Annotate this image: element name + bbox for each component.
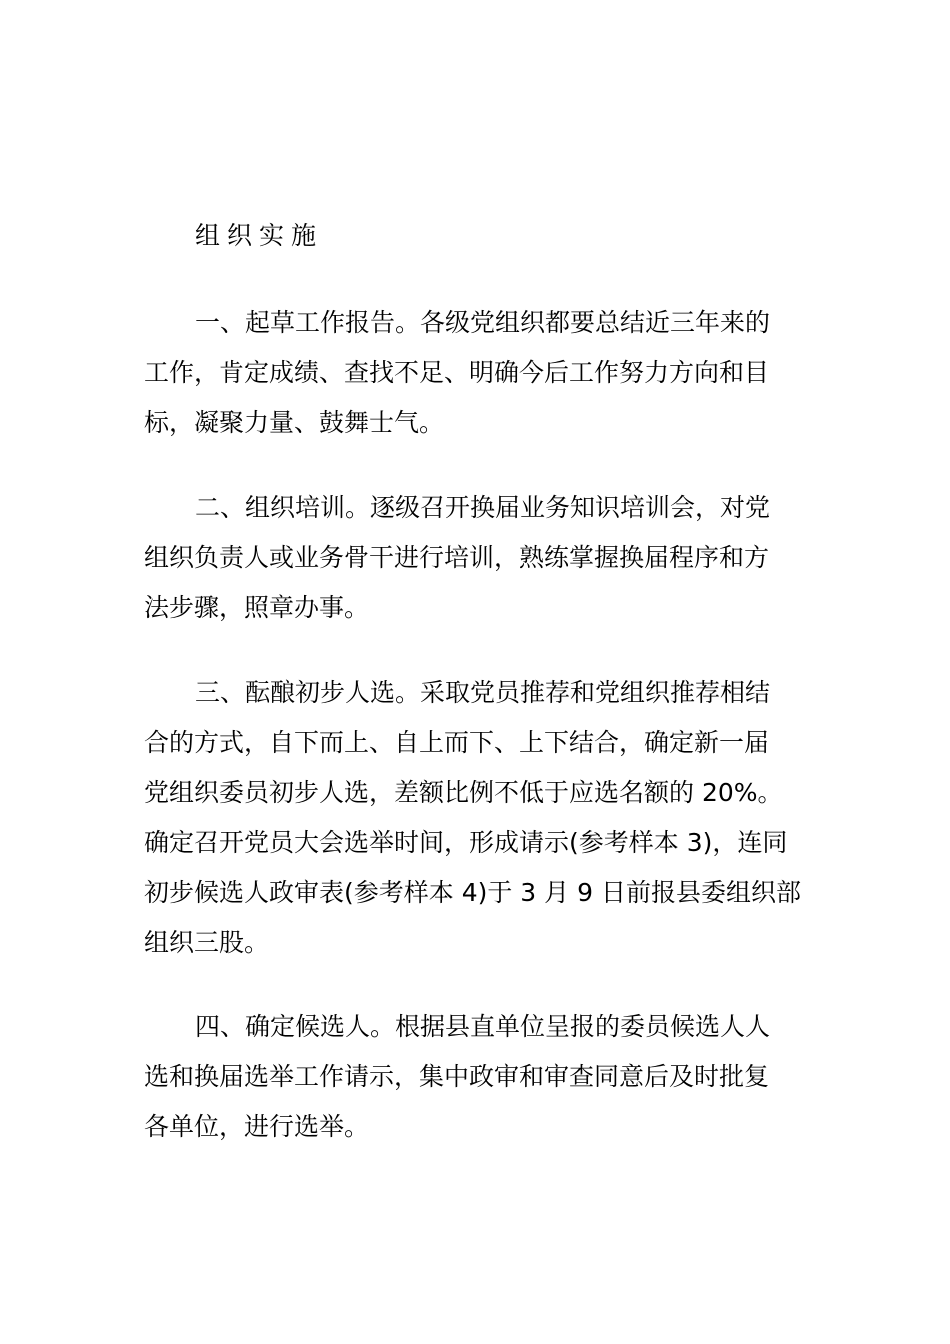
paragraph-line: 组织负责人或业务骨干进行培训，熟练掌握换届程序和方 <box>144 543 770 572</box>
paragraph-confirm-candidates <box>144 1002 809 1152</box>
paragraph-line: 四、确定候选人。根据县直单位呈报的委员候选人人 <box>195 1012 771 1041</box>
paragraph-training <box>144 483 809 633</box>
paragraph-line: 选和换届选举工作请示，集中政审和审查同意后及时批复 <box>144 1062 770 1091</box>
paragraph-line: 二、组织培训。逐级召开换届业务知识培训会，对党 <box>195 493 771 522</box>
paragraph-drafting-report <box>144 298 809 448</box>
paragraph-line: 法步骤，照章办事。 <box>144 593 370 622</box>
paragraph-line: 标，凝聚力量、鼓舞士气。 <box>144 408 445 437</box>
paragraph-line: 三、酝酿初步人选。采取党员推荐和党组织推荐相结 <box>195 678 771 707</box>
paragraph-line: 各单位，进行选举。 <box>144 1112 370 1141</box>
paragraph-line: 合的方式，自下而上、自上而下、上下结合，确定新一届 <box>144 728 770 757</box>
paragraph-preliminary-candidates <box>144 668 809 968</box>
paragraph-line: 组织三股。 <box>144 928 270 957</box>
paragraph-line: 确定召开党员大会选举时间，形成请示(参考样本 3)，连同 <box>144 828 788 857</box>
paragraph-line: 初步候选人政审表(参考样本 4)于 3 月 9 日前报县委组织部 <box>144 878 801 907</box>
section-heading: 组织实施 <box>195 221 324 250</box>
paragraph-line: 工作，肯定成绩、查找不足、明确今后工作努力方向和目 <box>144 358 770 387</box>
paragraph-line: 一、起草工作报告。各级党组织都要总结近三年来的 <box>195 308 771 337</box>
paragraph-line: 党组织委员初步人选，差额比例不低于应选名额的 20%。 <box>144 778 783 807</box>
